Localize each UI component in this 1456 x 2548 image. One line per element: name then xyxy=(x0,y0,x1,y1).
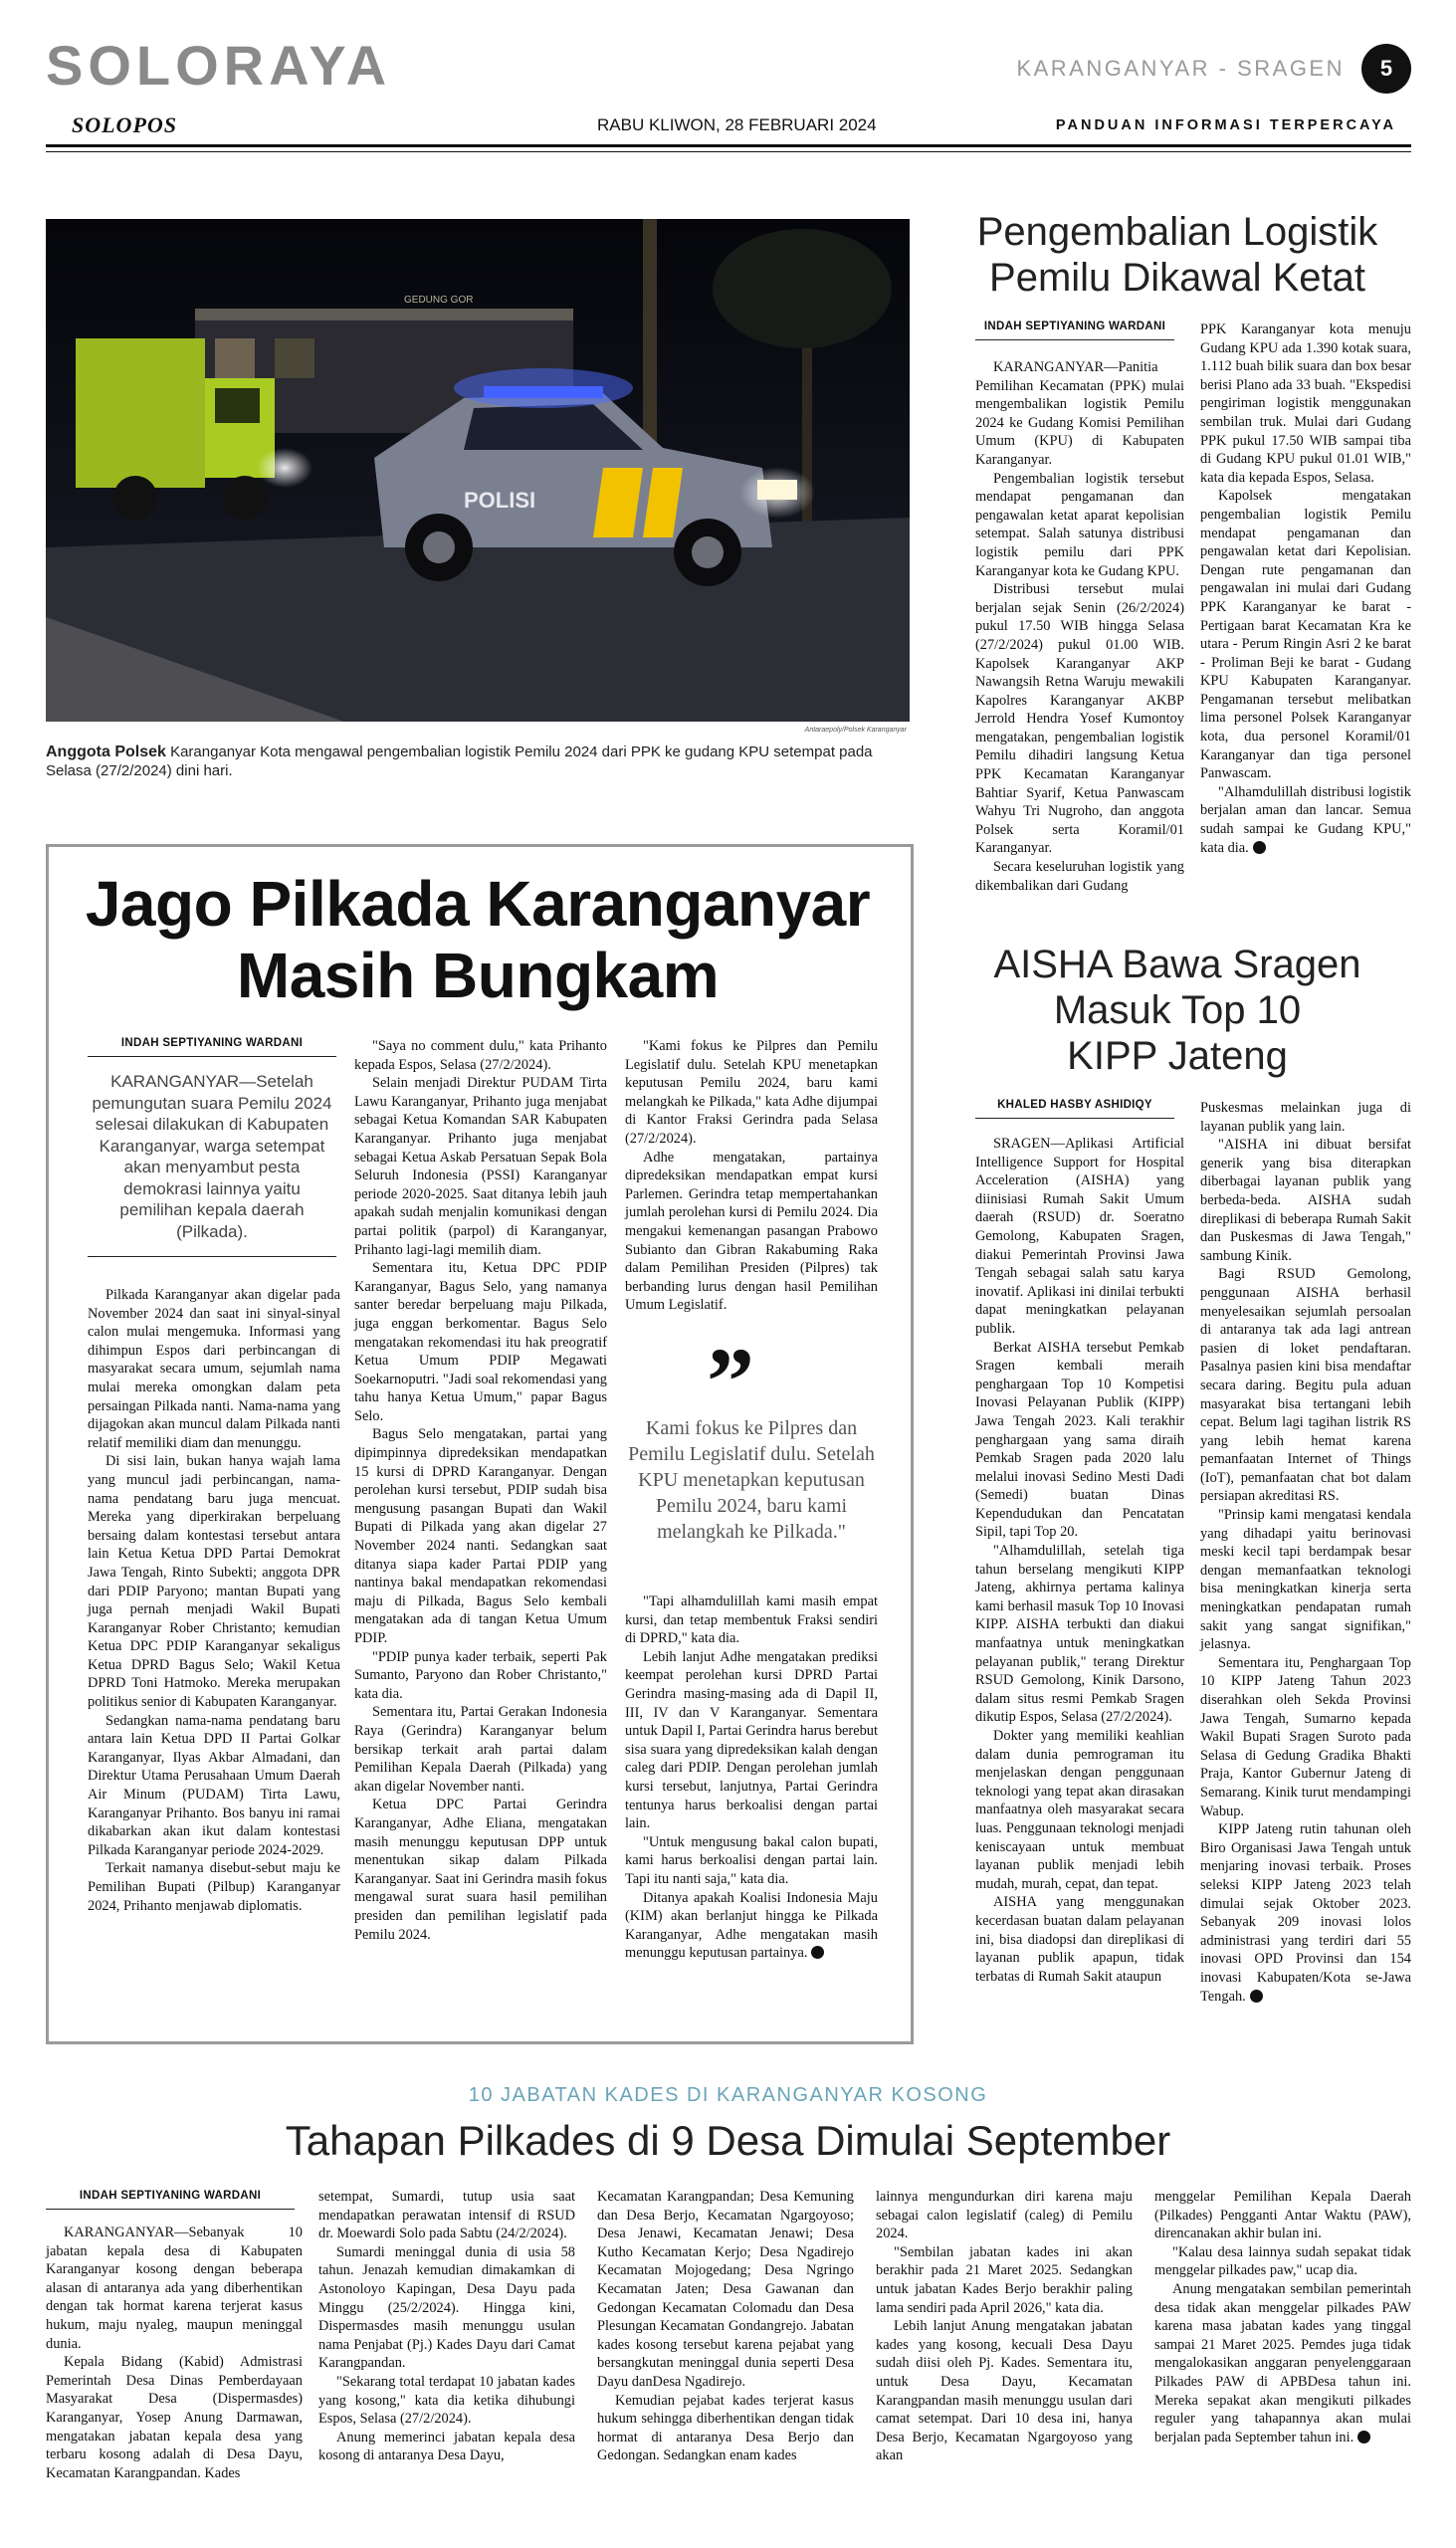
paragraph: "Tapi alhamdulillah kami masih empat kursi, dan tetap membentuk Fraksi sendiri di DPRD," kata dia. xyxy=(625,1593,878,1647)
pilkades-column-3 xyxy=(597,2188,854,2465)
header-rule-thin xyxy=(46,151,1411,152)
paragraph: Secara keseluruhan logistik yang dikembalikan dari Gudang xyxy=(975,859,1184,894)
paragraph: lainnya mengundurkan diri karena maju sebagai calon legislatif (caleg) di Pemilu 2024. xyxy=(876,2189,1133,2242)
paragraph: "Untuk mengusung bakal calon bupati, kami harus berkoalisi dengan partai lain. Tapi itu nanti saja," kata dia. xyxy=(625,1833,878,1887)
section-title: SOLORAYA xyxy=(46,34,392,97)
pilkada-byline: INDAH SEPTIYANING WARDANI xyxy=(88,1037,336,1057)
paragraph: Ditanya apakah Koalisi Indonesia Maju (KIM) akan berlanjut hingga ke Pilkada Karanganyar, Adhe mengatakan masih menunggu keputusan partainya. xyxy=(625,1889,878,1962)
paragraph: setempat, Sumardi, tutup usia saat mendapatkan perawatan intensif di RSUD dr. Moewardi Solo pada Sabtu (24/2/2024). xyxy=(318,2189,575,2242)
page-number: 5 xyxy=(1379,56,1393,81)
paragraph: Kepala Bidang (Kabid) Admistrasi Pemerintah Desa Dinas Pemberdayaan Masyarakat Desa (Dispermasdes) Karanganyar, Yosep Anung Darmawan, mengatakan jabatan kepala desa yang terbaru kosong adalah di Desa Dayu, Kecamatan Karangpandan. Kades xyxy=(46,2354,303,2481)
tagline: PANDUAN INFORMASI TERPERCAYA xyxy=(1055,117,1396,133)
caption-lead: Anggota Polsek xyxy=(46,743,166,760)
pilkada-headline-line1: Jago Pilkada Karanganyar xyxy=(85,868,871,940)
paragraph: KARANGANYAR—Sebanyak 10 jabatan kepala desa di Kabupaten Karanganyar kosong dengan beberapa alasan di antaranya ada yang diberhentikan dengan tak hormat karena terjerat kasus hukum, maju nyaleg, maupun meninggal dunia. xyxy=(46,2225,303,2352)
paragraph: Dokter yang memiliki keahlian dalam dunia pemrograman itu menjelaskan dengan penggunaan teknologi yang tepat akan dirasakan manfaatnya oleh masyarakat secara luas. Penggunaan teknologi menjadi keniscayaan untuk membuat layanan publik menjadi lebih mudah, murah, cepat, dan tepat. xyxy=(975,1728,1184,1892)
aisha-byline: KHALED HASBY ASHIDIQY xyxy=(975,1099,1174,1119)
paragraph: Sumardi meninggal dunia di usia 58 tahun. Jenazah kemudian dimakamkan di Astonoloyo Kapingan, Desa Dayu pada Minggu (25/2/2024). Hingga kini, Dispermasdes masih menunggu usulan nama Penjabat (Pj.) Kades Dayu dari Camat Karangpandan. xyxy=(318,2243,575,2372)
paragraph: Sementara itu, Partai Gerakan Indonesia Raya (Gerindra) Karanganyar belum bersikap terkait arah partai dalam Pemilihan Kepala Daerah (Pilkada) yang akan digelar November nanti. xyxy=(354,1704,607,1795)
aisha-column-2 xyxy=(1200,1099,1411,2006)
paragraph: Terkait namanya disebut-sebut maju ke Pemilihan Bupati (Pilbup) Karanganyar 2024, Prihanto menjawab diplomatis. xyxy=(88,1860,340,1914)
pilkades-kicker: 10 JABATAN KADES DI KARANGANYAR KOSONG xyxy=(468,2084,988,2106)
paragraph: Di sisi lain, bukan hanya wajah lama yang muncul jadi perbincangan, nama-nama pendatang baru juga mencuat. Mereka yang diperkirakan berpeluang bersaing dalam kontestasi tersebut antara lain Ketua Ketua DPD Partai Demokrat Jawa Tengah, Rinto Subekti; anggota DPR dari PDIP Paryono; mantan Bupati yang juga pernah menjadi Wakil Bupati Karanganyar Rober Christanto; kemudian Ketua DPC PDIP Karanganyar sekaligus Ketua DPRD Bagus Selo; Wakil Ketua DPRD Toni Hatmoko. Mereka merupakan politikus senior di Kabupaten Karanganyar. xyxy=(88,1453,340,1711)
paragraph: Ketua DPC Partai Gerindra Karanganyar, Adhe Eliana, mengatakan masih menunggu keputusan DPP untuk menentukan sikap dalam Pilkada Karanganyar. Saat ini Gerindra masih fokus mengawal surat suara hasil pemilihan presiden dan pemilihan legislatif pada Pemilu 2024. xyxy=(354,1797,607,1943)
logistik-column-2 xyxy=(1200,320,1411,857)
paragraph: Pilkada Karanganyar akan digelar pada November 2024 dan saat ini sinyal-sinyal calon mulai mengemuka. Informasi yang dihimpun Espos dari perbincangan di masyarakat secara umum, sejumlah nama mulai mereka omongkan dalam peta persaingan Pilkada nanti. Nama-nama yang dijagokan akan muncul dalam Pilkada nanti relatif memiliki diam dan menunggu. xyxy=(88,1287,340,1451)
paragraph: Adhe mengatakan, partainya dipredeksikan mendapatkan empat kursi Parlemen. Gerindra tetap mempertahankan jumlah perolehan kursi di Pemilu 2024. Dia mengakui kemenangan pasangan Prabowo Subianto dan Gibran Rakabuming Raka dalam Pemilihan Presiden (Pilpres) tak berbanding lurus dengan hasil Pemilihan Umum Legislatif. xyxy=(625,1149,878,1314)
paragraph: Lebih lanjut Anung mengatakan jabatan kades yang kosong, kecuali Desa Dayu sudah diisi oleh Pj. Kades. Sementara itu, untuk Desa Dayu, Kecamatan Karangpandan masih menunggu usulan dari camat setempat. Dari 10 desa ini, hanya Desa Berjo, Kecamatan Ngargoyoso yang akan xyxy=(876,2318,1133,2464)
paragraph: "Saya no comment dulu," kata Prihanto kepada Espos, Selasa (27/2/2024). xyxy=(354,1038,607,1073)
paragraph: KIPP Jateng rutin tahunan oleh Biro Organisasi Jawa Tengah untuk menjaring inovasi terbaik. Proses seleksi KIPP Jateng 2023 telah dimulai sejak Oktober 2023. Sebanyak 209 inovasi lolos administrasi yang terdiri dari 55 inovasi OPD Provinsi dan 154 inovasi Kabupaten/Kota se-Jawa Tengah. xyxy=(1200,1821,1411,2005)
pilkada-column-1 xyxy=(88,1286,340,1915)
paragraph: Kemudian pejabat kades terjerat kasus hukum sehingga diberhentikan dengan tidak hormat di antaranya Desa Berjo dan Gedongan. Sedangkan enam kades xyxy=(597,2392,854,2464)
paragraph: "Sembilan jabatan kades ini akan berakhir pada 21 Maret 2025. Sedangkan untuk jabatan Kades Berjo berakhir paling lama sendiri pada April 2026," kata dia. xyxy=(876,2243,1133,2316)
pilkada-pullquote: Kami fokus ke Pilpres dan Pemilu Legislatif dulu. Setelah KPU menetapkan keputusan Pemilu 2024, baru kami melangkah ke Pilkada." xyxy=(628,1417,875,1543)
pilkada-column-3b xyxy=(625,1592,878,1963)
paragraph: "Prinsip kami mengatasi kendala yang dihadapi yaitu berinovasi meski kecil tapi berdampak besar dengan memanfaatkan teknologi bisa meningkatkan kinerja serta meningkatkan pendapatan rumah sakit yang sangat signifikan," jelasnya. xyxy=(1200,1507,1411,1653)
pilkada-headline xyxy=(60,868,896,1011)
paragraph: "Sekarang total terdapat 10 jabatan kades yang kosong," kata dia ketika dihubungi Espos, Selasa (27/2/2024). xyxy=(318,2373,575,2428)
region-label: KARANGANYAR - SRAGEN xyxy=(1016,56,1345,81)
paragraph: "AISHA ini dibuat bersifat generik yang bisa diterapkan diberbagai layanan publik yang berbeda-beda. AISHA sudah direplikasi di beberapa Rumah Sakit dan Puskesmas di Jawa Tengah," sambung Kinik. xyxy=(1200,1137,1411,1264)
page-number-badge xyxy=(1361,44,1411,94)
paragraph: Anung memerinci jabatan kepala desa kosong di antaranya Desa Dayu, xyxy=(318,2429,575,2464)
paragraph: Bagus Selo mengatakan, partai yang dipimpinnya dipredeksikan mendapatkan 15 kursi di DPRD Karanganyar. Dengan perolehan kursi tersebut, PDIP sudah bisa mengusung pasangan Bupati dan Wakil Bupati di Pilkada yang akan digelar 27 November 2024 nanti. Sedangkan saat ditanya siapa kader Partai PDIP yang nantinya bakal mendapatkan rekomendasi maju di Pilkada, Bagus Selo kembali mengatakan ada di tangan Ketua Umum PDIP. xyxy=(354,1426,607,1646)
issue-date: RABU KLIWON, 28 FEBRUARI 2024 xyxy=(597,115,877,134)
paragraph: Kapolsek mengatakan pengembalian logistik Pemilu mendapat pengamanan dan pengawalan ketat dari Kepolisian. Dengan rute pengamanan dan pengawalan ini mulai dari Gudang PPK Karanganyar ke barat - Pertigaan barat Kecamatan Kra ke utara - Perum Ringin Asri 2 ke barat - Proliman Beji ke barat - Gudang KPU Kabupaten Karanganyar. Pengamanan tersebut melibatkan lima personel Polsek Karanganyar kota, dua personel Koramil/01 Karanganyar dan tiga personel Panwascam. xyxy=(1200,488,1411,782)
logistik-column-1 xyxy=(975,358,1184,895)
pilkades-column-5 xyxy=(1154,2188,1411,2446)
logistik-headline xyxy=(943,209,1411,301)
paragraph: "Alhamdulillah distribusi logistik berjalan aman dan lancar. Semua sudah sampai ke Gudang KPU," kata dia. xyxy=(1200,783,1411,856)
car-decal: POLISI xyxy=(464,488,536,513)
end-mark-icon xyxy=(1357,2431,1370,2443)
paragraph: Lebih lanjut Adhe mengatakan prediksi keempat perolehan kursi DPRD Partai Gerindra masing-masing ada di Dapil II, III, IV dan V Karanganyar. Sementara untuk Dapil I, Partai Gerindra harus berebut sisa suara yang dipredeksikan kalah dengan caleg dari PDIP. Dengan perolehan jumlah kursi tersebut, lanjutnya, Partai Gerindra tentunya harus berkoalisi dengan partai lain. xyxy=(625,1648,878,1832)
logistik-headline-line1: Pengembalian Logistik xyxy=(976,210,1378,254)
paragraph: "Kami fokus ke Pilpres dan Pemilu Legislatif dulu. Setelah KPU menetapkan keputusan Pemilu 2024, baru kami melangkah ke Pilkada," kata Adhe dijumpai di Kantor Fraksi Gerindra pada Selasa (27/2/2024). xyxy=(625,1038,878,1147)
paragraph: Berkat AISHA tersebut Pemkab Sragen kembali meraih penghargaan Top 10 Kompetisi Inovasi Pelayanan Publik (KIPP) Jawa Tengah 2023. Kali terakhir penghargaan yang sama diraih Pemkab Sragen pada 2020 lalu melalui inovasi Sedino Mesti Dadi (Semedi) buatan Dinas Kependudukan dan Pencatatan Sipil, tapi Top 20. xyxy=(975,1339,1184,1541)
aisha-column-1 xyxy=(975,1135,1184,1986)
pilkades-column-1 xyxy=(46,2224,303,2482)
aisha-headline-line3: KIPP Jateng xyxy=(1067,1034,1288,1078)
paragraph: Sedangkan nama-nama pendatang baru antara lain Ketua DPD II Partai Golkar Karanganyar, Ilyas Akbar Almadani, dan Direktur Utama Perusahaan Umum Daerah Air Minum (PUDAM) Tirta Lawu, Karanganyar Prihanto. Bos banyu ini ramai dikabarkan akan ikut dalam kontestasi Pilkada Karanganyar periode 2024-2029. xyxy=(88,1712,340,1858)
paragraph: KARANGANYAR—Panitia Pemilihan Kecamatan (PPK) mulai mengembalikan logistik Pemilu 2024 ke Gudang Komisi Pemilihan Umum (KPU) di Kabupaten Karanganyar. xyxy=(975,359,1184,468)
news-photo xyxy=(46,219,910,722)
paragraph: PPK Karanganyar kota menuju Gudang KPU ada 1.390 kotak suara, 1.112 buah bilik suara dan box besar berisi Plano ada 33 buah. "Ekspedisi pengiriman logistik menggunakan sembilan truk. Mulai dari Gudang PPK pukul 17.50 WIB sampai tiba di Gudang KPU pukul 01.01 WIB," kata dia kepada Espos, Selasa. xyxy=(1200,321,1411,486)
logistik-byline: INDAH SEPTIYANING WARDANI xyxy=(975,320,1174,340)
pilkada-column-2 xyxy=(354,1037,607,1944)
end-mark-icon xyxy=(1253,841,1266,854)
pilkades-column-2 xyxy=(318,2188,575,2465)
paragraph: Pengembalian logistik tersebut mendapat pengamanan dan pengawalan ketat aparat kepolisian setempat. Salah satunya distribusi logistik pemilu dari PPK Karanganyar kota ke Gudang KPU. xyxy=(975,470,1184,579)
aisha-headline-line1: AISHA Bawa Sragen xyxy=(993,943,1361,986)
paragraph: Anung mengatakan sembilan pemerintah desa tidak akan menggelar pilkades PAW karena masa jabatan kades yang tinggal sampai 21 Maret 2025. Pemdes juga tidak mengalokasikan anggaran penyelenggaraan Pilkades PAW di APBDesa tahun ini. Mereka sepakat akan mengikuti pilkades reguler yang tahapannya akan mulai berjalan pada September tahun ini. xyxy=(1154,2280,1411,2445)
logistik-headline-line2: Pemilu Dikawal Ketat xyxy=(989,256,1365,300)
paragraph: Kecamatan Karangpandan; Desa Kemuning dan Desa Berjo, Kecamatan Ngargoyoso; Desa Jenawi, Kecamatan Jenawi; Desa Kutho Kecamatan Kerjo; Desa Ngadirejo Kecamatan Mojogedang; Desa Ngringo Kecamatan Jaten; Desa Gawanan dan Gedongan Kecamatan Colomadu dan Desa Plesungan Kecamatan Gondangrejo. Jabatan kades kosong tersebut karena pejabat yang bersangkutan meninggal dunia seperti Desa Dayu danDesa Ngadirejo. xyxy=(597,2189,854,2390)
pilkades-byline: INDAH SEPTIYANING WARDANI xyxy=(46,2190,295,2210)
building-sign: GEDUNG GOR xyxy=(404,295,474,306)
pilkada-headline-line2: Masih Bungkam xyxy=(236,940,720,1011)
paragraph: SRAGEN—Aplikasi Artificial Intelligence Support for Hospital Acceleration (AISHA) yang diinisiasi Rumah Sakit Umum daerah (RSUD) dr. Soeratno Gemolong, Kabupaten Sragen, diakui Pemerintah Provinsi Jawa Tengah sebagai salah satu karya inovatif. Aplikasi ini dinilai terbukti dapat meningkatkan pelayanan publik. xyxy=(975,1136,1184,1337)
paragraph: Sementara itu, Ketua DPC PDIP Karanganyar, Bagus Selo, yang namanya santer beredar berpeluang maju Pilkada, juga enggan berkomentar. Bagus Selo mengatakan rekomendasi itu hak preogratif Ketua Umum PDIP Megawati Soekarnoputri. "Jadi soal rekomendasi yang tahu hanya Ketua Umum," papar Bagus Selo. xyxy=(354,1260,607,1424)
paragraph: "Alhamdulillah, setelah tiga tahun berselang mengikuti KIPP Jateng, akhirnya pertama kalinya kami berhasil masuk Top 10 Inovasi KIPP. AISHA terbukti dan diakui manfaatnya untuk meningkatkan pelayanan publik," terang Direktur RSUD Gemolong, Kinik Darsono, dalam situs resmi Pemkab Sragen dikutip Espos, Selasa (27/2/2024). xyxy=(975,1543,1184,1726)
end-mark-icon xyxy=(811,1946,824,1959)
pilkades-headline: Tahapan Pilkades di 9 Desa Dimulai September xyxy=(285,2117,1171,2164)
paragraph: "PDIP punya kader terbaik, seperti Pak Sumanto, Paryono dan Rober Christanto," kata dia. xyxy=(354,1648,607,1702)
paragraph: Puskesmas melainkan juga di layanan publik yang lain. xyxy=(1200,1100,1411,1135)
paragraph: "Kalau desa lainnya sudah sepakat tidak menggelar pilkades paw," ucap dia. xyxy=(1154,2243,1411,2279)
paragraph: Distribusi tersebut mulai berjalan sejak Senin (26/2/2024) pukul 17.50 WIB hingga Selasa (27/2/2024) pukul 01.00 WIB. Kapolsek Karanganyar AKP Nawangsih Retna Waruju mewakili Kapolres Karanganyar AKBP Jerrold Hendra Yosef Kumontoy mengatakan, pengembalian logistik Pemilu dihadiri langsung Ketua PPK Kecamatan Karanganyar Bahtiar Syarif, Ketua Panwascam Wahyu Tri Nugroho, dan anggota Polsek serta Koramil/01 Karanganyar. xyxy=(975,581,1184,857)
pilkada-lead: KARANGANYAR—Setelah pemungutan suara Pemilu 2024 selesai dilakukan di Kabupaten Karanganyar, warga setempat akan menyambut pesta demokrasi lainnya yaitu pemilihan kepala daerah (Pilkada). xyxy=(88,1071,336,1257)
end-mark-icon xyxy=(1250,1990,1263,2003)
pilkades-column-4 xyxy=(876,2188,1133,2465)
paragraph: Selain menjadi Direktur PUDAM Tirta Lawu Karanganyar, Prihanto juga menjabat sebagai Ketua Komandan SAR Kabupaten Karanganyar. Prihanto juga menjabat sebagai Ketua Askab Persatuan Sepak Bola Seluruh Indonesia (PSSI) Karanganyar periode 2020-2025. Saat ditanya lebih jauh apakah sudah menjalin komunikasi dengan partai politik (parpol) di Karanganyar, Prihanto lagi-lagi memilih diam. xyxy=(354,1075,607,1258)
paragraph: Sementara itu, Penghargaan Top 10 KIPP Jateng Tahun 2023 diserahkan oleh Sekda Provinsi Jawa Tengah, Sumarno kepada Wakil Bupati Sragen Suroto pada Selasa di Gedung Gradika Bhakti Praja, Kantor Gubernur Jateng di Semarang. Kinik turut mendampingi Wabup. xyxy=(1200,1654,1411,1819)
caption-text: Karanganyar Kota mengawal pengembalian logistik Pemilu 2024 dari PPK ke gudang KPU setempat pada Selasa (27/2/2024) dini hari. xyxy=(46,743,873,779)
photo-credit: Antaraepoly/Polsek Karanganyar xyxy=(804,727,907,734)
quote-mark-icon: ” xyxy=(707,1328,754,1434)
pilkada-column-3a xyxy=(625,1037,878,1315)
header-rule-thick xyxy=(46,144,1411,147)
aisha-headline-line2: Masuk Top 10 xyxy=(1053,988,1302,1032)
photo-caption xyxy=(46,743,914,780)
aisha-headline xyxy=(943,942,1411,1079)
paragraph: Bagi RSUD Gemolong, penggunaan AISHA berhasil menyelesaikan sejumlah persoalan di antaranya tak ada lagi antrean pasien di loket pendaftaran. Pasalnya pasien kini bisa mendaftar secara daring. Begitu pula aduan masyarakat bisa tertangani lebih cepat. Belum lagi tagihan listrik RS yang lebih hemat karena pemanfaatan Internet of Things (IoT), pemanfaatan chat bot dalam persiapan akreditasi RS. xyxy=(1200,1266,1411,1505)
brand-logo: SOLOPOS xyxy=(72,112,178,137)
police-escort-photo xyxy=(46,219,910,722)
paragraph: AISHA yang menggunakan kecerdasan buatan dalam pelayanan ini, bisa diadopsi dan direplikasi di layanan publik apapun, tidak terbatas di Rumah Sakit ataupun xyxy=(975,1894,1184,1985)
paragraph: menggelar Pemilihan Kepala Daerah (Pilkades) Pengganti Antar Waktu (PAW), direncanakan akhir bulan ini. xyxy=(1154,2189,1411,2242)
